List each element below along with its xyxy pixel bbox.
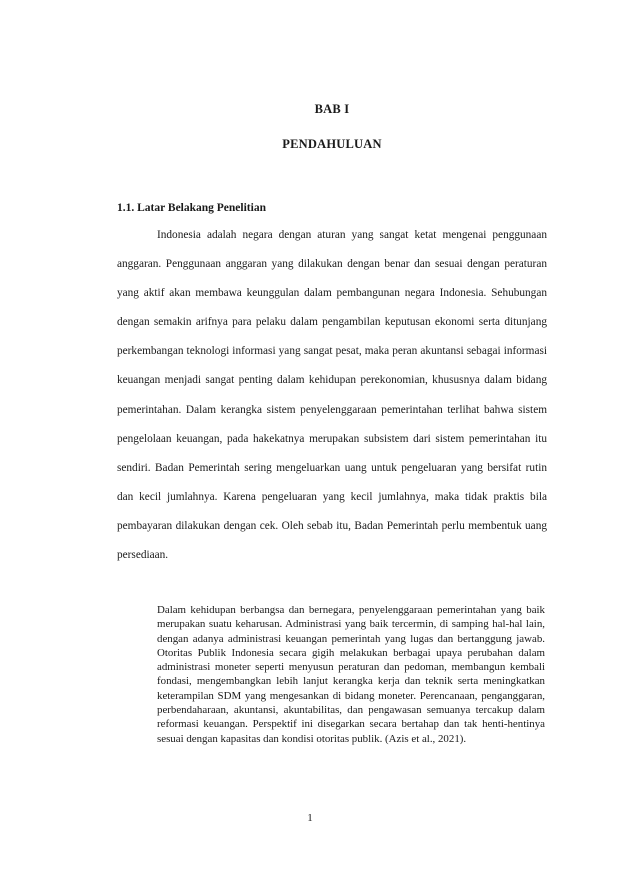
chapter-title: PENDAHULUAN xyxy=(282,137,382,151)
block-quote: Dalam kehidupan berbangsa dan bernegara, penyelenggaraan pemerintahan yang baik merupakan suatu keharusan. Administrasi yang baik tercermin, di samping hal-hal lain, dengan adanya administrasi keuangan pemerintah yang lugas dan bertanggung jawab. Otoritas Publik Indonesia secara gigih melakukan berbagai upaya perubahan dalam administrasi moneter seperti menyusun peraturan dan pedoman, membangun kembali fondasi, mengembangkan lebih lanjut kerangka kerja dan teknik serta meningkatkan keterampilan SDM yang mengesankan di bidang moneter. Perencanaan, penganggaran, perbendaharaan, akuntansi, akuntabilitas, dan pengawasan semuanya tercakup dalam reformasi keuangan. Perspektif ini disegarkan secara bertahap dan tak henti-hentinya sesuai dengan kapasitas dan kondisi otoritas publik. (Azis et al., 2021). xyxy=(157,604,545,745)
chapter-number: BAB I xyxy=(314,102,350,116)
section-heading: 1.1. Latar Belakang Penelitian xyxy=(117,202,266,214)
body-paragraph: Indonesia adalah negara dengan aturan yang sangat ketat mengenai penggunaan anggaran. Penggunaan anggaran yang dilakukan dengan benar dan sesuai dengan peraturan yang aktif akan membawa keunggulan dalam pembangunan negara Indonesia. Sehubungan dengan semakin arifnya para pelaku dalam pengambilan keputusan ekonomi serta ditunjang perkembangan teknologi informasi yang sangat pesat, maka peran akuntansi sebagai informasi keuangan menjadi sangat penting dalam kehidupan perekonomian, khususnya dalam bidang pemerintahan. Dalam kerangka sistem penyelenggaraan pemerintahan terlihat bahwa sistem pengelolaan keuangan, pada hakekatnya merupakan subsistem dari sistem pemerintahan itu sendiri. Badan Pemerintah sering mengeluarkan uang untuk pengeluaran yang bersifat rutin dan kecil jumlahnya. Karena pengeluaran yang kecil jumlahnya, maka tidak praktis bila pembayaran dilakukan dengan cek. Oleh sebab itu, Badan Pemerintah perlu membentuk uang persediaan. xyxy=(117,229,547,562)
page-number: 1 xyxy=(307,812,313,824)
